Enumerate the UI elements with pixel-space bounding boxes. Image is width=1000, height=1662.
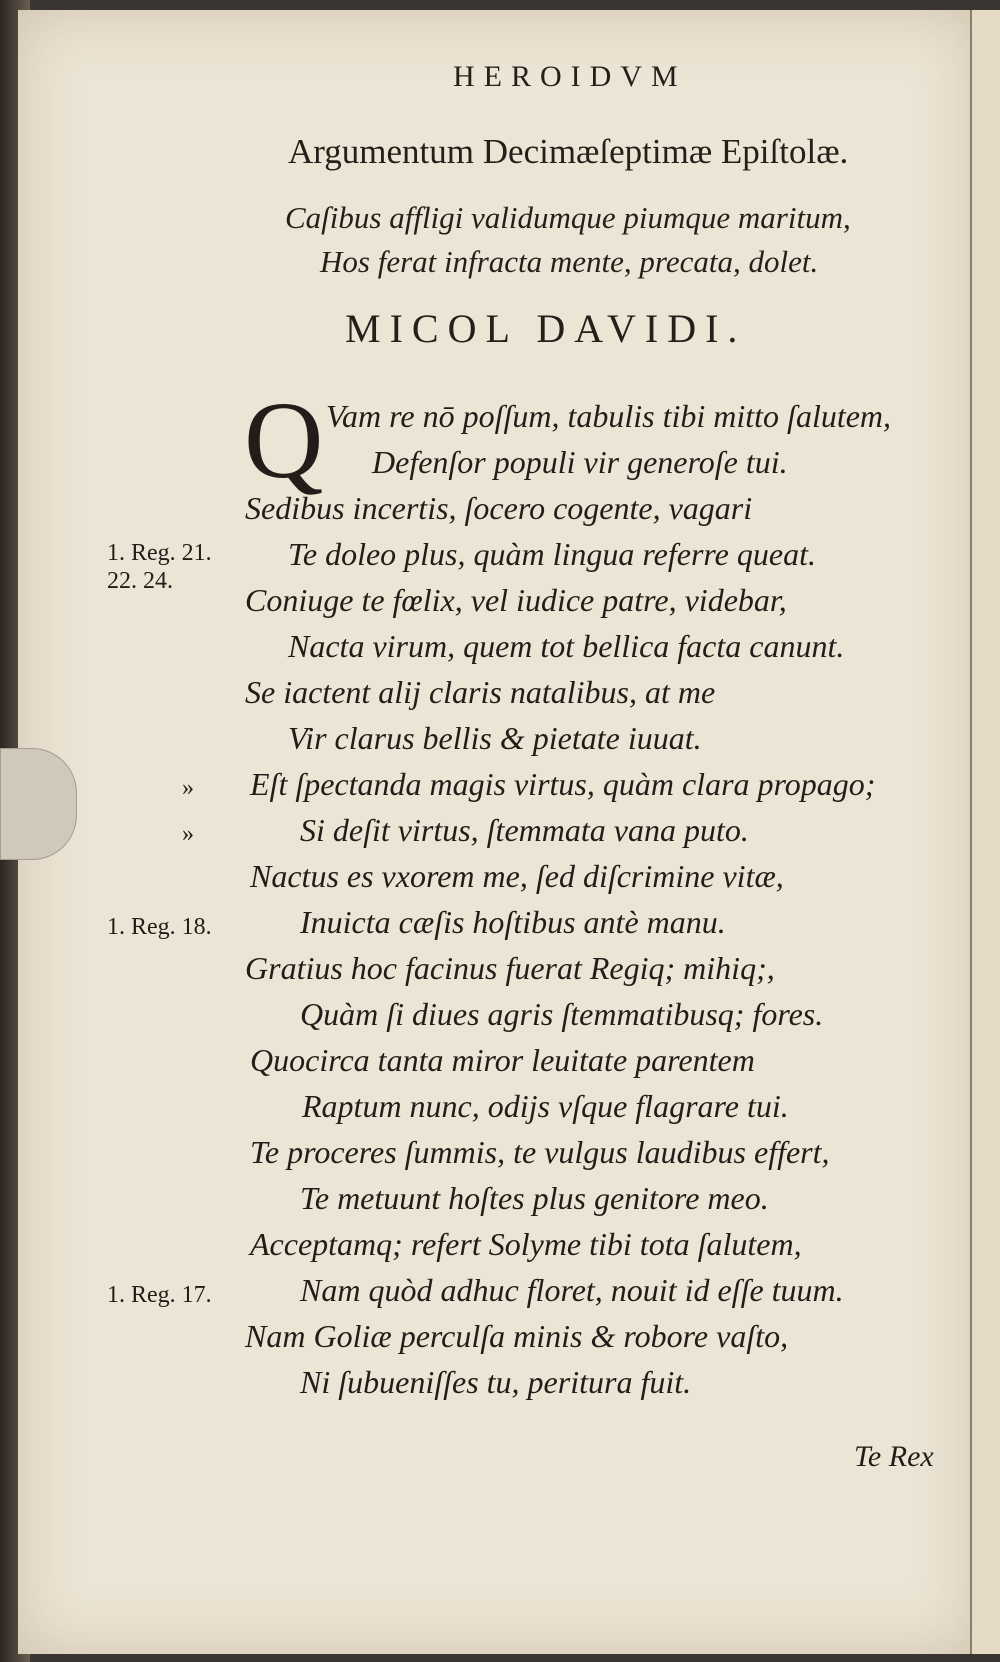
- verse-line: Quocirca tanta miror leuitate parentem: [250, 1042, 755, 1078]
- adjacent-page-edge: [970, 10, 1000, 1654]
- verse-line: Nactus es vxorem me, ſed diſcrimine vitæ,: [250, 858, 784, 894]
- running-head: HEROIDVM: [453, 60, 687, 93]
- epistle-title: MICOL DAVIDI.: [345, 306, 747, 351]
- verse-line: Se iactent alij claris natalibus, at me: [245, 674, 716, 710]
- verse-line: Nacta virum, quem tot bellica facta canunt.: [288, 628, 845, 664]
- verse-line: Nam Goliæ perculſa minis & robore vaſto,: [245, 1318, 789, 1354]
- verse-line: Inuicta cæſis hoſtibus antè manu.: [300, 904, 726, 940]
- verse-line: Nam quòd adhuc floret, nouit id eſſe tuum.: [300, 1272, 844, 1308]
- verse-line: Te proceres ſummis, te vulgus laudibus effert,: [250, 1134, 830, 1170]
- verse-line: Te metuunt hoſtes plus genitore meo.: [300, 1180, 769, 1216]
- page-tab-marker: [0, 748, 77, 860]
- margin-reference: 1. Reg. 18.: [107, 914, 212, 940]
- margin-reference: 1. Reg. 17.: [107, 1282, 212, 1308]
- margin-reference: 22. 24.: [107, 568, 173, 594]
- verse-line: Defenſor populi vir generoſe tui.: [372, 444, 788, 480]
- verse-line: Quàm ſi diues agris ſtemmatibusq; fores.: [300, 996, 824, 1032]
- verse-line: Gratius hoc facinus fuerat Regiq; mihiq;,: [245, 950, 775, 986]
- verse-line: Eſt ſpectanda magis virtus, quàm clara propago;: [250, 766, 876, 802]
- quotation-mark: »: [182, 821, 194, 847]
- margin-reference: 1. Reg. 21.: [107, 540, 212, 566]
- verse-line: Vam re nō poſſum, tabulis tibi mitto ſalutem,: [326, 398, 892, 434]
- verse-line: Si deſit virtus, ſtemmata vana puto.: [300, 812, 749, 848]
- verse-line: Vir clarus bellis & pietate iuuat.: [288, 720, 702, 756]
- verse-line: Ni ſubueniſſes tu, peritura fuit.: [300, 1364, 692, 1400]
- verse-line: Coniuge te fœlix, vel iudice patre, videbar,: [245, 582, 787, 618]
- argument-title: Argumentum Decimæſeptimæ Epiſtolæ.: [288, 132, 849, 171]
- catchword: Te Rex: [854, 1440, 934, 1473]
- verse-line: Sedibus incertis, ſocero cogente, vagari: [245, 490, 753, 526]
- argument-line: Caſibus affligi validumque piumque maritum,: [285, 200, 851, 235]
- verse-line: Raptum nunc, odijs vſque flagrare tui.: [302, 1088, 789, 1124]
- quotation-mark: »: [182, 775, 194, 801]
- verse-line: Acceptamq; refert Solyme tibi tota ſalutem,: [250, 1226, 802, 1262]
- drop-cap: Q: [244, 379, 324, 501]
- argument-line: Hos ferat infracta mente, precata, dolet.: [320, 244, 819, 279]
- verse-line: Te doleo plus, quàm lingua referre queat.: [288, 536, 816, 572]
